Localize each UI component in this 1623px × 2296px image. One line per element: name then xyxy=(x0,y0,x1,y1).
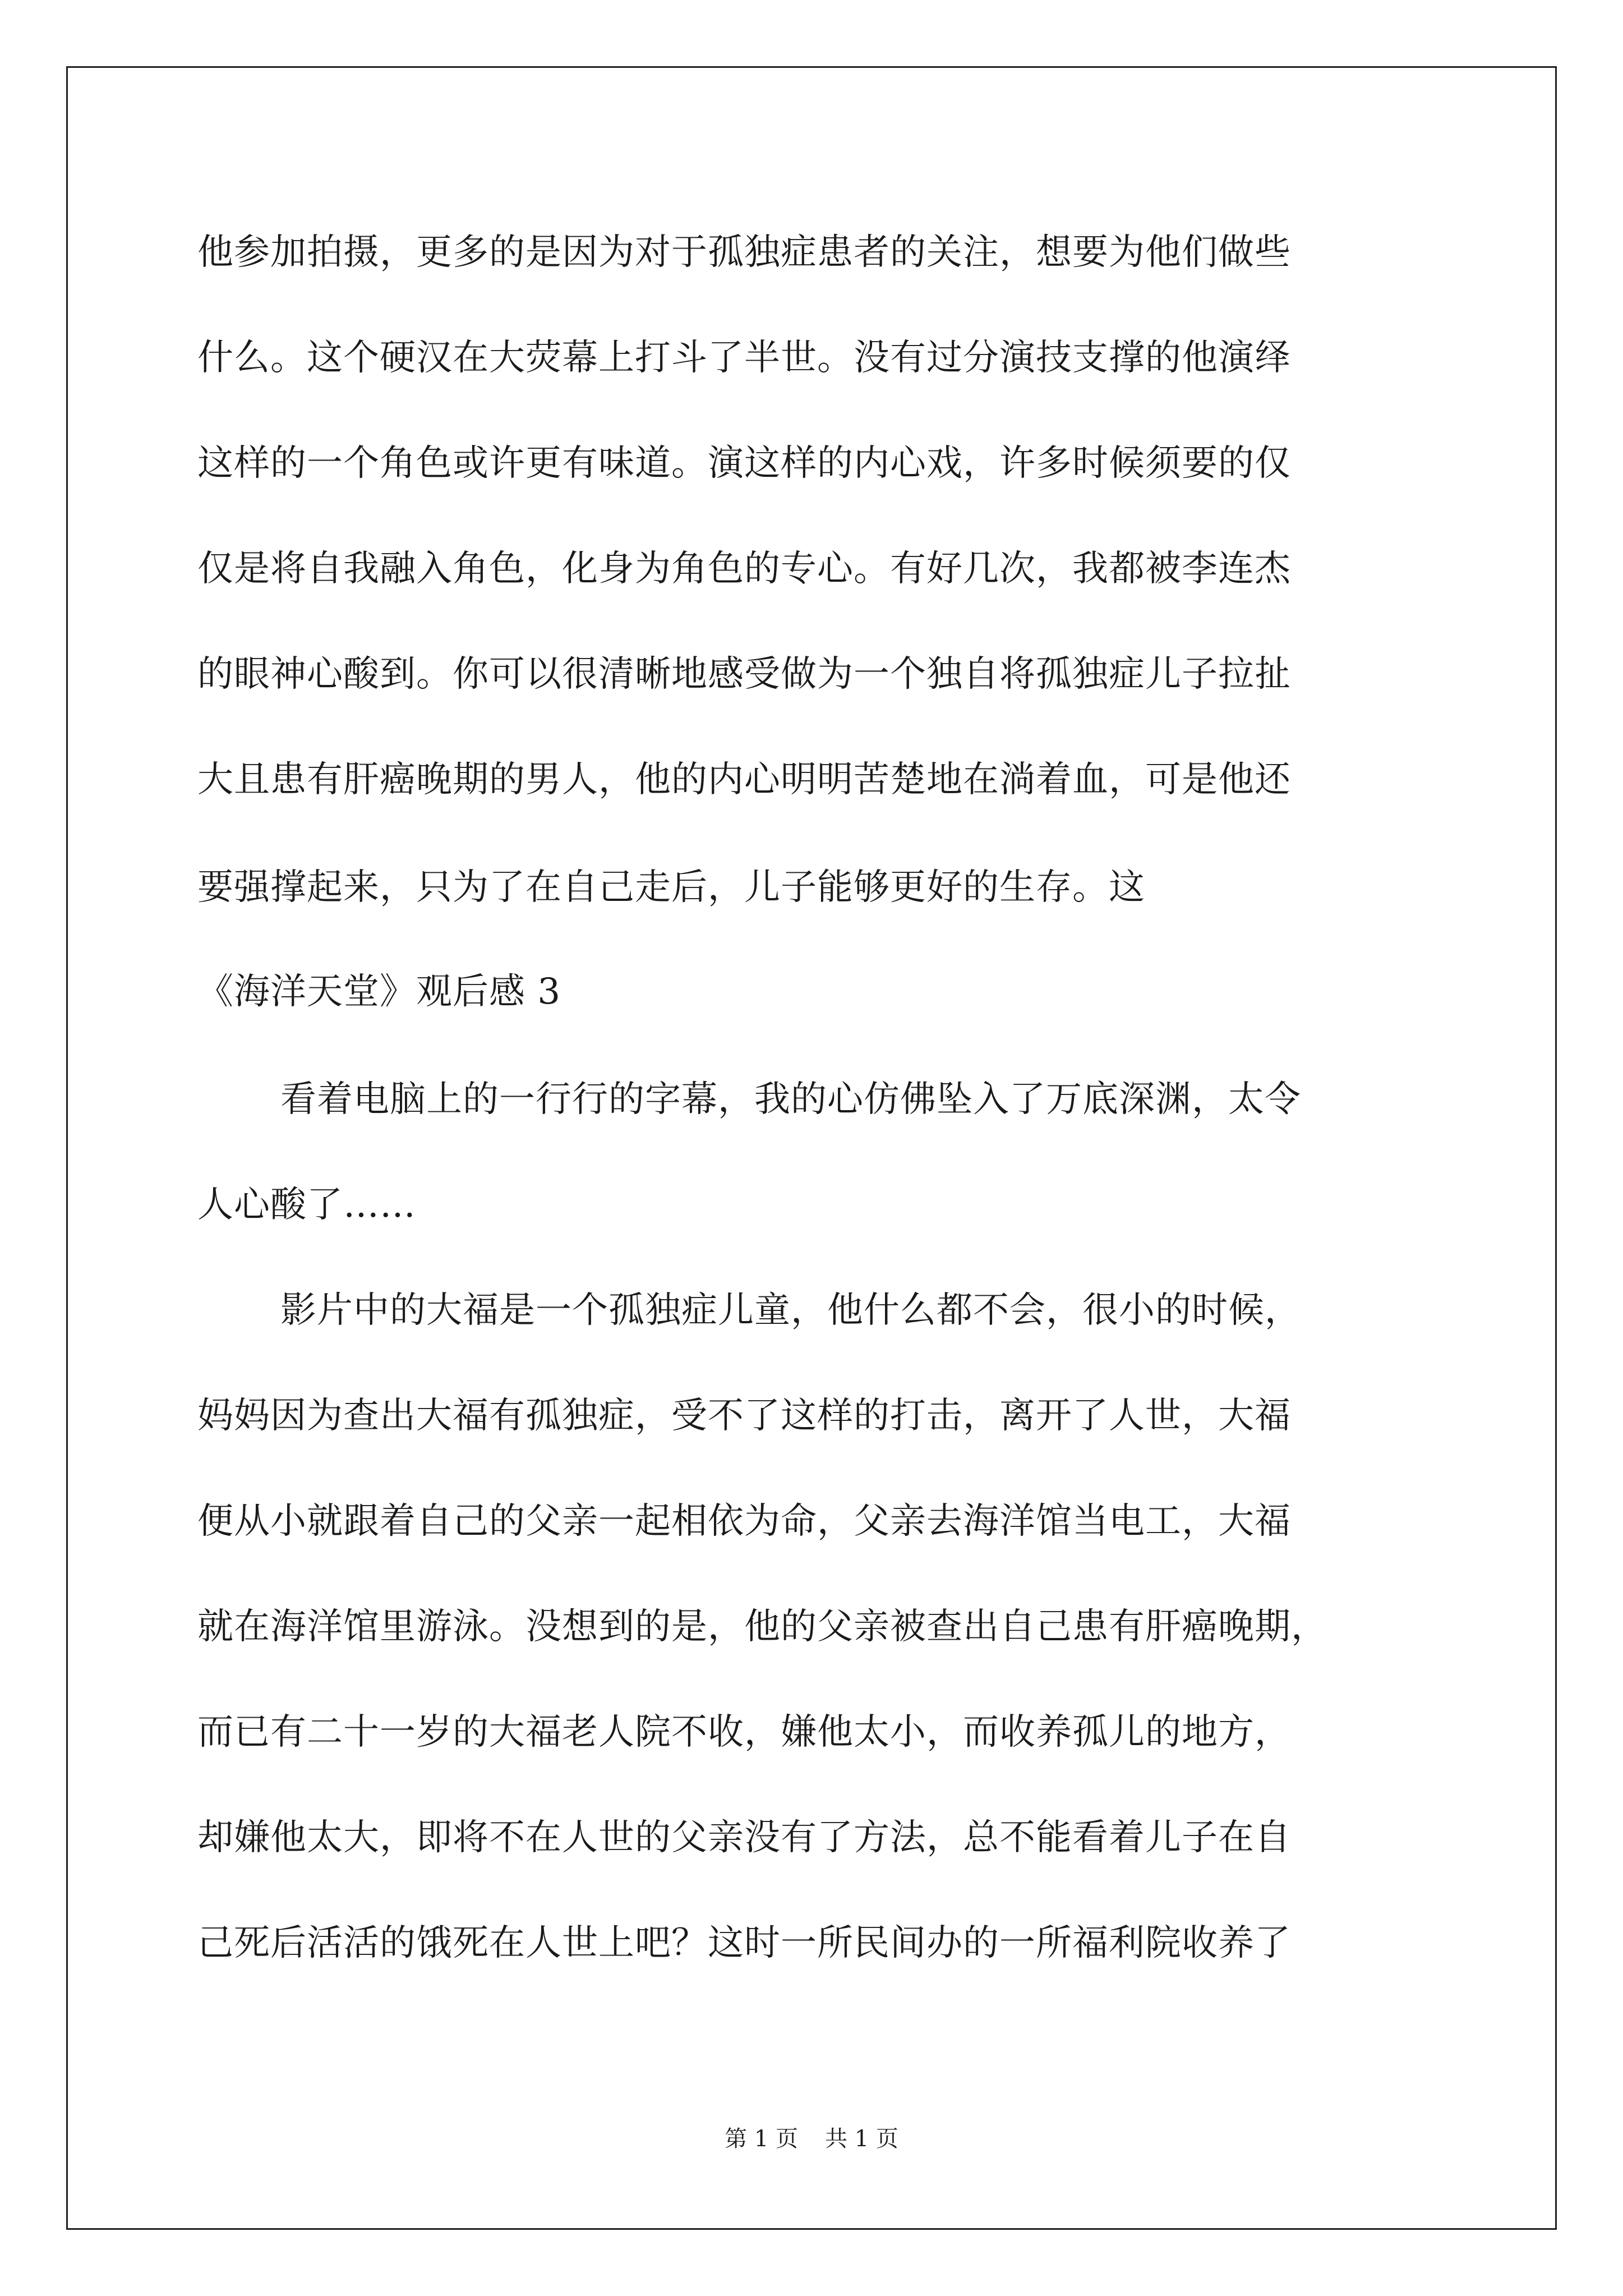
page-footer xyxy=(0,2125,1623,2153)
paragraph-line: 己死后活活的饿死在人世上吧？这时一所民间办的一所福利院收养了 xyxy=(197,1922,1291,1964)
paragraph-line: 便从小就跟着自己的父亲一起相依为命，父亲去海洋馆当电工，大福 xyxy=(197,1501,1291,1542)
paragraph-line: 他参加拍摄，更多的是因为对于孤独症患者的关注，想要为他们做些 xyxy=(197,232,1291,273)
paragraph-line: 就在海洋馆里游泳。没想到的是，他的父亲被查出自己患有肝癌晚期， xyxy=(197,1606,1327,1648)
paragraph-line: 大且患有肝癌晚期的男人，他的内心明明苦楚地在淌着血，可是他还 xyxy=(197,759,1291,800)
paragraph-line: 仅是将自我融入角色，化身为角色的专心。有好几次，我都被李连杰 xyxy=(197,548,1291,590)
paragraph-line: 影片中的大福是一个孤独症儿童，他什么都不会，很小的时候， xyxy=(280,1290,1301,1331)
paragraph-line: 这样的一个角色或许更有味道。演这样的内心戏，许多时候须要的仅 xyxy=(197,443,1291,484)
paragraph-line: 看着电脑上的一行行的字幕，我的心仿佛坠入了万底深渊，太令 xyxy=(280,1079,1301,1120)
page-total: 共 1 页 xyxy=(825,2126,898,2152)
paragraph-line: 什么。这个硬汉在大荧幕上打斗了半世。没有过分演技支撑的他演绎 xyxy=(197,337,1291,379)
paragraph-line: 人心酸了…… xyxy=(197,1184,416,1226)
paragraph-line: 妈妈因为查出大福有孤独症，受不了这样的打击，离开了人世，大福 xyxy=(197,1395,1291,1437)
paragraph-line: 而已有二十一岁的大福老人院不收，嫌他太小，而收养孤儿的地方， xyxy=(197,1711,1291,1753)
paragraph-line: 要强撑起来，只为了在自己走后，儿子能够更好的生存。这 xyxy=(197,867,1145,908)
paragraph-line: 却嫌他太大，即将不在人世的父亲没有了方法，总不能看着儿子在自 xyxy=(197,1817,1291,1858)
section-heading: 《海洋天堂》观后感 3 xyxy=(197,971,561,1013)
page-number: 第 1 页 xyxy=(725,2126,798,2152)
page-border xyxy=(66,66,1557,2230)
paragraph-line: 的眼神心酸到。你可以很清晰地感受做为一个独自将孤独症儿子拉扯 xyxy=(197,654,1291,695)
